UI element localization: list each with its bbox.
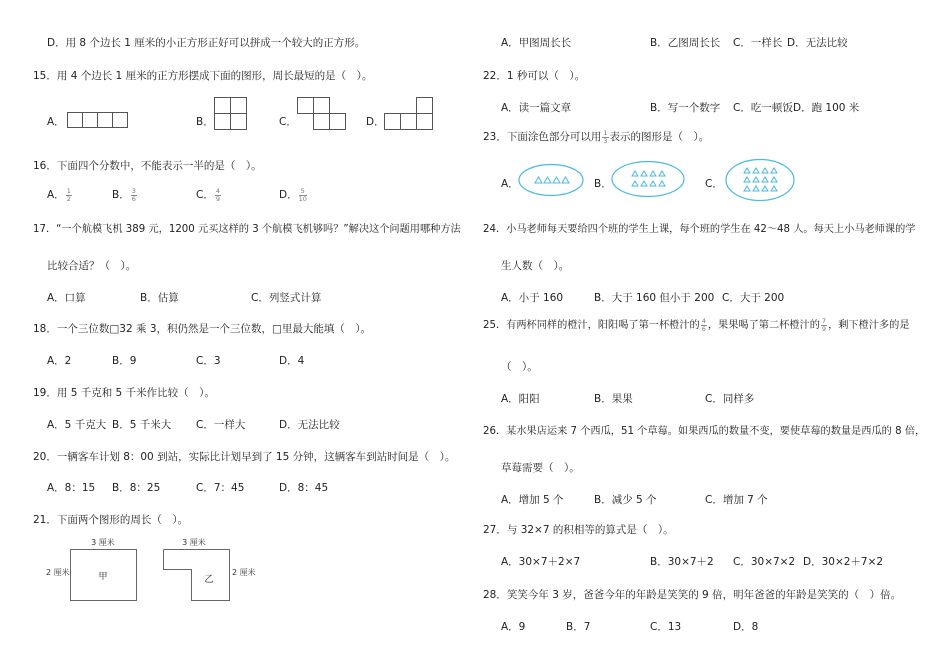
q18-option-a[interactable]: A．2	[47, 355, 72, 367]
q19-option-d[interactable]: D．无法比较	[279, 419, 340, 431]
q20-option-d[interactable]: D．8：45	[279, 482, 329, 494]
q16-option-d[interactable]: D． $\frac{5}{10}$	[279, 186, 307, 203]
q25-option-c[interactable]: C．同样多	[705, 393, 755, 405]
q22-option-d[interactable]: D．跑 100 米	[793, 102, 860, 114]
q27-option-a[interactable]: A．30×7＋2×7	[501, 556, 581, 568]
q18-stem: 18．一个三位数□32 乘 3，积仍然是一个三位数，□里最大能填（ ）。	[33, 323, 372, 335]
q26-stem-line2: 草莓需要（ ）。	[501, 462, 580, 474]
q26-option-b[interactable]: B．减少 5 个	[594, 494, 657, 506]
q27-stem: 27．与 32×7 的积相等的算式是（ ）。	[483, 524, 674, 536]
q17-option-b[interactable]: B．估算	[140, 292, 179, 304]
q16-option-c[interactable]: C． $\frac{4}{9}$	[196, 186, 220, 203]
q24-stem-line2: 生人数（ ）。	[501, 260, 570, 272]
q19-option-c[interactable]: C．一样大	[196, 419, 246, 431]
q18-option-b[interactable]: B．9	[112, 355, 137, 367]
q16-option-a[interactable]: A． $\frac{1}{2}$	[47, 186, 71, 203]
q17-option-c[interactable]: C．列竖式计算	[251, 292, 322, 304]
q23-figure-c	[725, 158, 795, 202]
q23-stem: 23．下面涂色部分可以用 $\frac{1}{3}$ 表示的图形是（ ）。	[483, 128, 710, 145]
q21-figure-jia	[40, 535, 150, 605]
q17-option-a[interactable]: A．口算	[47, 292, 86, 304]
q23-figure-a	[518, 163, 584, 197]
fraction: $\frac{1}{2}$	[66, 186, 71, 203]
q26-stem-line1: 26．某水果店运来 7 个西瓜，51 个草莓。如果西瓜的数量不变，要使草莓的数量是西瓜的 8 倍，	[483, 426, 926, 437]
q21-fig1-side-label: 2 厘米	[46, 568, 70, 577]
q23-option-a[interactable]: A．	[501, 178, 519, 190]
q22-option-a[interactable]: A．读一篇文章	[501, 102, 572, 114]
q19-stem: 19．用 5 千克和 5 千米作比较（ ）。	[33, 387, 215, 399]
q21-fig1-top-label: 3 厘米	[91, 538, 115, 547]
q15-option-b[interactable]: B．	[196, 116, 214, 128]
q21-fig2-name: 乙	[204, 575, 214, 585]
q21-option-c[interactable]: C．一样长	[733, 37, 783, 49]
fraction: $\frac{7}{9}$	[821, 316, 827, 333]
q16-option-b[interactable]: B． $\frac{3}{6}$	[112, 186, 136, 203]
fraction: $\frac{4}{6}$	[701, 316, 706, 333]
q23-figure-b	[611, 160, 685, 198]
fraction: $\frac{3}{6}$	[131, 186, 136, 203]
q23-option-c[interactable]: C．	[705, 178, 723, 190]
q15-stem: 15．用 4 个边长 1 厘米的正方形摆成下面的图形，周长最短的是（ ）。	[33, 70, 373, 82]
q25-stem-line1: 25．有两杯同样的橙汁，阳阳喝了第一杯橙汁的 $\frac{4}{6}$ ，果果喝了第二杯橙汁的 $\frac{7}{9}$ ，剩下橙汁多的是	[483, 316, 910, 333]
q28-option-c[interactable]: C．13	[650, 621, 682, 633]
fraction: $\frac{5}{10}$	[298, 186, 307, 203]
q24-option-b[interactable]: B．大于 160 但小于 200	[594, 292, 715, 304]
q24-option-c[interactable]: C．大于 200	[722, 292, 785, 304]
q21-fig2-top-label: 3 厘米	[182, 538, 206, 547]
q20-option-c[interactable]: C．7：45	[196, 482, 245, 494]
q21-option-a[interactable]: A．甲图周长长	[501, 37, 572, 49]
q22-stem: 22．1 秒可以（ ）。	[483, 70, 586, 82]
q20-option-b[interactable]: B．8：25	[112, 482, 161, 494]
q27-option-c[interactable]: C．30×7×2	[733, 556, 796, 568]
q20-option-a[interactable]: A．8：15	[47, 482, 96, 494]
q21-figure-yi	[160, 535, 270, 605]
q25-stem-line2: （ ）。	[501, 361, 538, 373]
q16-stem: 16．下面四个分数中，不能表示一半的是（ ）。	[33, 160, 262, 172]
q18-option-d[interactable]: D．4	[279, 355, 305, 367]
q15-figure-a	[67, 112, 129, 130]
q22-option-c[interactable]: C．吃一顿饭	[733, 102, 793, 114]
q15-option-a[interactable]: A．	[47, 116, 65, 128]
q17-stem-line1: 17．“一个航模飞机 389 元，1200 元买这样的 3 个航模飞机够吗？”解决这个问题用哪种方法	[33, 224, 461, 235]
q21-fig2-side-label: 2 厘米	[232, 568, 256, 577]
fraction: $\frac{4}{9}$	[215, 186, 220, 203]
q15-figure-b	[214, 97, 248, 131]
q28-stem: 28．笑笑今年 3 岁，爸爸今年的年龄是笑笑的 9 倍，明年爸爸的年龄是笑笑的（ ）倍。	[483, 589, 902, 601]
q18-option-c[interactable]: C．3	[196, 355, 221, 367]
q28-option-d[interactable]: D．8	[733, 621, 759, 633]
q21-option-b[interactable]: B．乙图周长长	[650, 37, 721, 49]
q24-stem-line1: 24．小马老师每天要给四个班的学生上课，每个班的学生在 42～48 人。每天上小马老师课的学	[483, 224, 916, 235]
q15-figure-c	[297, 97, 347, 131]
q23-option-b[interactable]: B．	[594, 178, 612, 190]
fraction: $\frac{1}{3}$	[603, 128, 608, 145]
q17-stem-line2: 比较合适？（ ）。	[47, 260, 137, 272]
q27-option-d[interactable]: D．30×2＋7×2	[803, 556, 884, 568]
q21-stem: 21．下面两个图形的周长（ ）。	[33, 514, 189, 526]
q15-option-d[interactable]: D．	[366, 116, 385, 128]
q24-option-a[interactable]: A．小于 160	[501, 292, 564, 304]
q22-option-b[interactable]: B．写一个数字	[650, 102, 721, 114]
q26-option-a[interactable]: A．增加 5 个	[501, 494, 564, 506]
q26-option-c[interactable]: C．增加 7 个	[705, 494, 768, 506]
q21-fig1-name: 甲	[98, 572, 108, 582]
q14-option-d: D．用 8 个边长 1 厘米的小正方形正好可以拼成一个较大的正方形。	[47, 37, 366, 49]
q15-option-c[interactable]: C．	[279, 116, 297, 128]
q25-option-b[interactable]: B．果果	[594, 393, 633, 405]
q19-option-a[interactable]: A．5 千克大	[47, 419, 107, 431]
q28-option-b[interactable]: B．7	[566, 621, 591, 633]
q25-option-a[interactable]: A．阳阳	[501, 393, 540, 405]
q28-option-a[interactable]: A．9	[501, 621, 526, 633]
q27-option-b[interactable]: B．30×7＋2	[650, 556, 714, 568]
q21-option-d[interactable]: D．无法比较	[787, 37, 848, 49]
q19-option-b[interactable]: B．5 千米大	[112, 419, 172, 431]
q20-stem: 20．一辆客车计划 8：00 到站，实际比计划早到了 15 分钟，这辆客车到站时间是（ ）。	[33, 451, 456, 463]
q15-figure-d	[384, 97, 434, 131]
